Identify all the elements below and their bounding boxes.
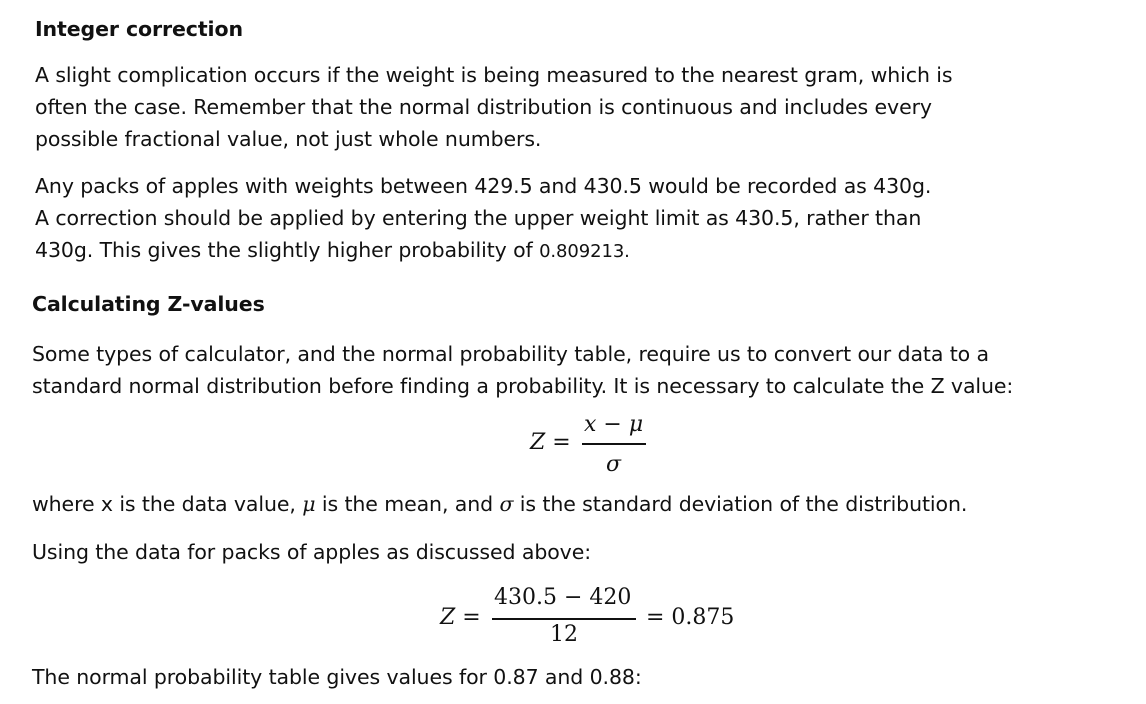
- where-text-1: where x is the data value,: [32, 492, 303, 516]
- heading-integer-correction: Integer correction: [35, 17, 243, 41]
- formula-lhs: Z =: [530, 430, 571, 455]
- fraction-bar: [582, 443, 646, 445]
- paragraph-line: A slight complication occurs if the weight is being measured to the nearest gram, which is: [35, 63, 953, 87]
- calc-numerator: 430.5 − 420: [494, 585, 632, 610]
- where-text-3: is the standard deviation of the distribution.: [513, 492, 968, 516]
- calc-result: = 0.875: [646, 605, 735, 630]
- calc-denominator: 12: [550, 622, 578, 647]
- where-text-2: is the mean, and: [315, 492, 500, 516]
- probability-value: 0.809213.: [539, 241, 630, 262]
- paragraph-line: A correction should be applied by entering the upper weight limit as 430.5, rather than: [35, 206, 922, 230]
- paragraph-line: Some types of calculator, and the normal probability table, require us to convert our data to a: [32, 342, 989, 366]
- paragraph-line-where: [32, 490, 967, 518]
- paragraph-line: often the case. Remember that the normal distribution is continuous and includes every: [35, 95, 932, 119]
- paragraph-text: 430g. This gives the slightly higher probability of: [35, 238, 540, 262]
- mu-symbol: μ: [302, 492, 316, 516]
- calc-lhs: [440, 605, 481, 630]
- paragraph-line: possible fractional value, not just whole numbers.: [35, 127, 542, 151]
- paragraph-line: The normal probability table gives values for 0.87 and 0.88:: [32, 665, 642, 689]
- formula-denominator: σ: [606, 452, 622, 477]
- paragraph-line: standard normal distribution before finding a probability. It is necessary to calculate the Z value:: [32, 374, 1014, 398]
- formula-numerator: x − μ: [584, 412, 644, 437]
- paragraph-line: Any packs of apples with weights between 429.5 and 430.5 would be recorded as 430g.: [35, 174, 932, 198]
- fraction-bar: [492, 618, 636, 620]
- heading-calculating-z-values: Calculating Z-values: [32, 292, 265, 316]
- paragraph-line: [35, 236, 630, 266]
- calc-z-symbol: Z =: [440, 605, 481, 630]
- paragraph-line: Using the data for packs of apples as discussed above:: [32, 540, 592, 564]
- sigma-symbol: σ: [499, 492, 514, 516]
